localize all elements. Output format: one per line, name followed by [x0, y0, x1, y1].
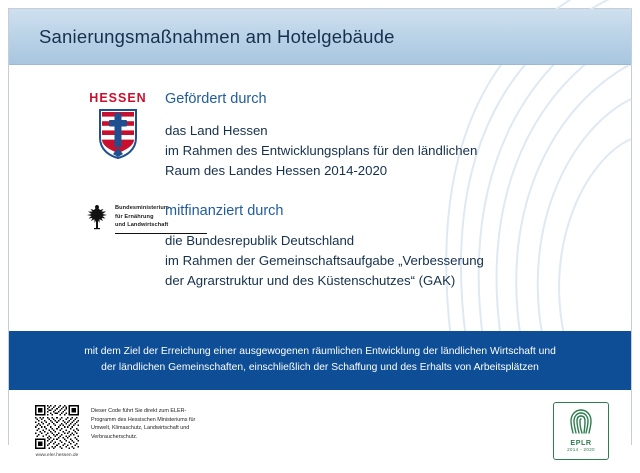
goal-band-line-2: der ländlichen Gemeinschaften, einschließlich der Schaffung und des Erhalts von Arbeitsplätzen — [101, 361, 539, 373]
funding-lead-bmel: mitfinanziert durch — [165, 203, 284, 220]
poster-header — [9, 9, 631, 65]
bmel-logo-text: Bundesministerium für Ernährung und Landwirtschaft — [115, 205, 169, 228]
eplr-fingerprint-icon — [566, 407, 596, 437]
funding-lead-hessen: Gefördert durch — [165, 91, 267, 107]
qr-column — [31, 405, 83, 457]
hessen-text-column — [151, 91, 607, 181]
qr-code-icon[interactable] — [35, 405, 79, 449]
funding-line-1: das Land Hessen — [165, 123, 268, 138]
funding-section-hessen — [33, 91, 607, 181]
qr-url-label: www.eler.hessen.de — [35, 452, 79, 458]
hessen-logo — [85, 91, 151, 164]
eplr-years: 2014 - 2020 — [567, 447, 595, 453]
cofunding-line-3: der Agrarstruktur und des Küstenschutzes“ (GAK) — [165, 273, 456, 289]
hessen-coat-of-arms — [85, 108, 151, 164]
funding-line-3: Raum des Landes Hessen 2014-2020 — [165, 163, 388, 179]
federal-eagle-icon — [85, 203, 109, 231]
hessen-logo-wordmark: HESSEN — [85, 91, 151, 108]
page-title: Sanierungsmaßnahmen am Hotelgebäude — [39, 25, 395, 47]
eplr-label: EPLR — [570, 438, 592, 448]
eplr-logo — [553, 402, 609, 460]
funding-line-2: im Rahmen des Entwicklungsplans für den ländlichen — [165, 143, 478, 159]
goal-band — [9, 331, 631, 390]
cofunding-line-1: die Bundesrepublik Deutschland — [165, 233, 355, 249]
hessen-shield-icon — [98, 108, 138, 160]
bmel-text-column — [151, 203, 607, 291]
poster-footer — [9, 390, 631, 473]
goal-band-line-1: mit dem Ziel der Erreichung einer ausgewogenen räumlichen Entwicklung der ländlichen Wirtschaft und — [84, 346, 556, 357]
poster-body — [9, 65, 631, 331]
funding-section-bmel — [33, 203, 607, 291]
cofunding-line-2: im Rahmen der Gemeinschaftsaufgabe „Verbesserung — [165, 253, 484, 269]
bmel-logo-container — [33, 203, 169, 234]
qr-caption: Dieser Code führt Sie direkt zum ELER-Programm des Hessischen Ministeriums für Umwelt, Klimaschutz, Landwirtschaft und Verbraucherschutz. — [91, 408, 196, 440]
poster-frame — [8, 8, 632, 458]
hessen-logo-container — [33, 91, 151, 164]
qr-block — [31, 405, 209, 457]
